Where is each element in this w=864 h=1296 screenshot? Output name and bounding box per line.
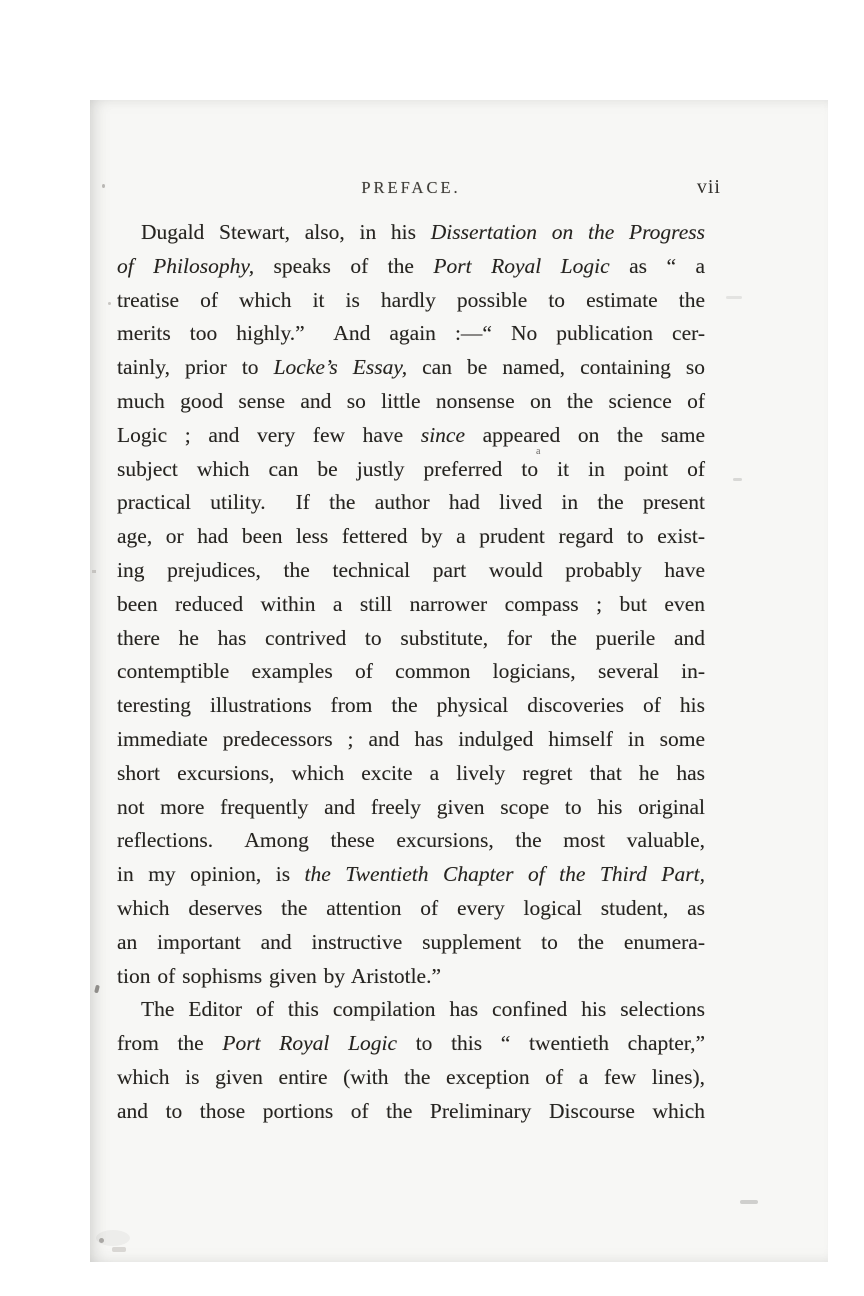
paragraph — [117, 993, 705, 1128]
text-line: contemptible examples of common logicians, several in- — [117, 659, 705, 684]
text-line: age, or had been less fettered by a prudent regard to exist- — [117, 524, 705, 549]
text-line: Dugald Stewart, also, in his Dissertation on the Progress — [141, 220, 705, 244]
text-line: immediate predecessors ; and has indulged himself in some — [117, 726, 705, 751]
text-line: treatise of which it is hardly possible to estimate the — [117, 287, 705, 312]
scan-speck: a — [536, 446, 541, 457]
text-line: an important and instructive supplement to the enumera- — [117, 929, 705, 954]
text-column — [117, 176, 721, 1129]
page-number: vii — [696, 176, 721, 198]
text-line: which deserves the attention of every logical student, as — [117, 895, 705, 920]
text-line: subject which can be justly preferred to it in point of — [117, 456, 705, 481]
text-line: not more frequently and freely given scope to his original — [117, 794, 705, 819]
text-line: reflections. Among these excursions, the most valuable, — [117, 828, 705, 853]
text-line: tainly, prior to Locke’s Essay, can be named, containing so — [117, 355, 705, 380]
text-line: which is given entire (with the exception of a few lines), — [117, 1064, 705, 1089]
paragraph — [117, 216, 705, 993]
page-body — [117, 216, 705, 1129]
text-line: there he has contrived to substitute, for the puerile and — [117, 625, 705, 650]
book-page — [90, 100, 828, 1262]
text-line: from the Port Royal Logic to this “ twentieth chapter,” — [117, 1031, 705, 1056]
text-line: Logic ; and very few have since appeared on the same — [117, 422, 705, 447]
text-line: and to those portions of the Preliminary Discourse which — [117, 1098, 705, 1123]
text-line: short excursions, which excite a lively regret that he has — [117, 760, 705, 785]
text-line: ing prejudices, the technical part would probably have — [117, 557, 705, 582]
text-line: in my opinion, is the Twentieth Chapter of the Third Part, — [117, 862, 705, 887]
text-line: practical utility. If the author had lived in the present — [117, 490, 705, 515]
text-line: been reduced within a still narrower compass ; but even — [117, 591, 705, 616]
text-line: The Editor of this compilation has confined his selections — [141, 997, 705, 1022]
text-line: much good sense and so little nonsense on the science of — [117, 388, 705, 413]
text-line: of Philosophy, speaks of the Port Royal Logic as “ a — [117, 253, 705, 278]
text-line: merits too highly.” And again :—“ No publication cer- — [117, 321, 705, 346]
text-line: teresting illustrations from the physical discoveries of his — [117, 693, 705, 718]
page-header — [117, 176, 721, 204]
text-line: tion of sophisms given by Aristotle.” — [117, 963, 442, 988]
page-title: PREFACE. — [361, 178, 461, 197]
